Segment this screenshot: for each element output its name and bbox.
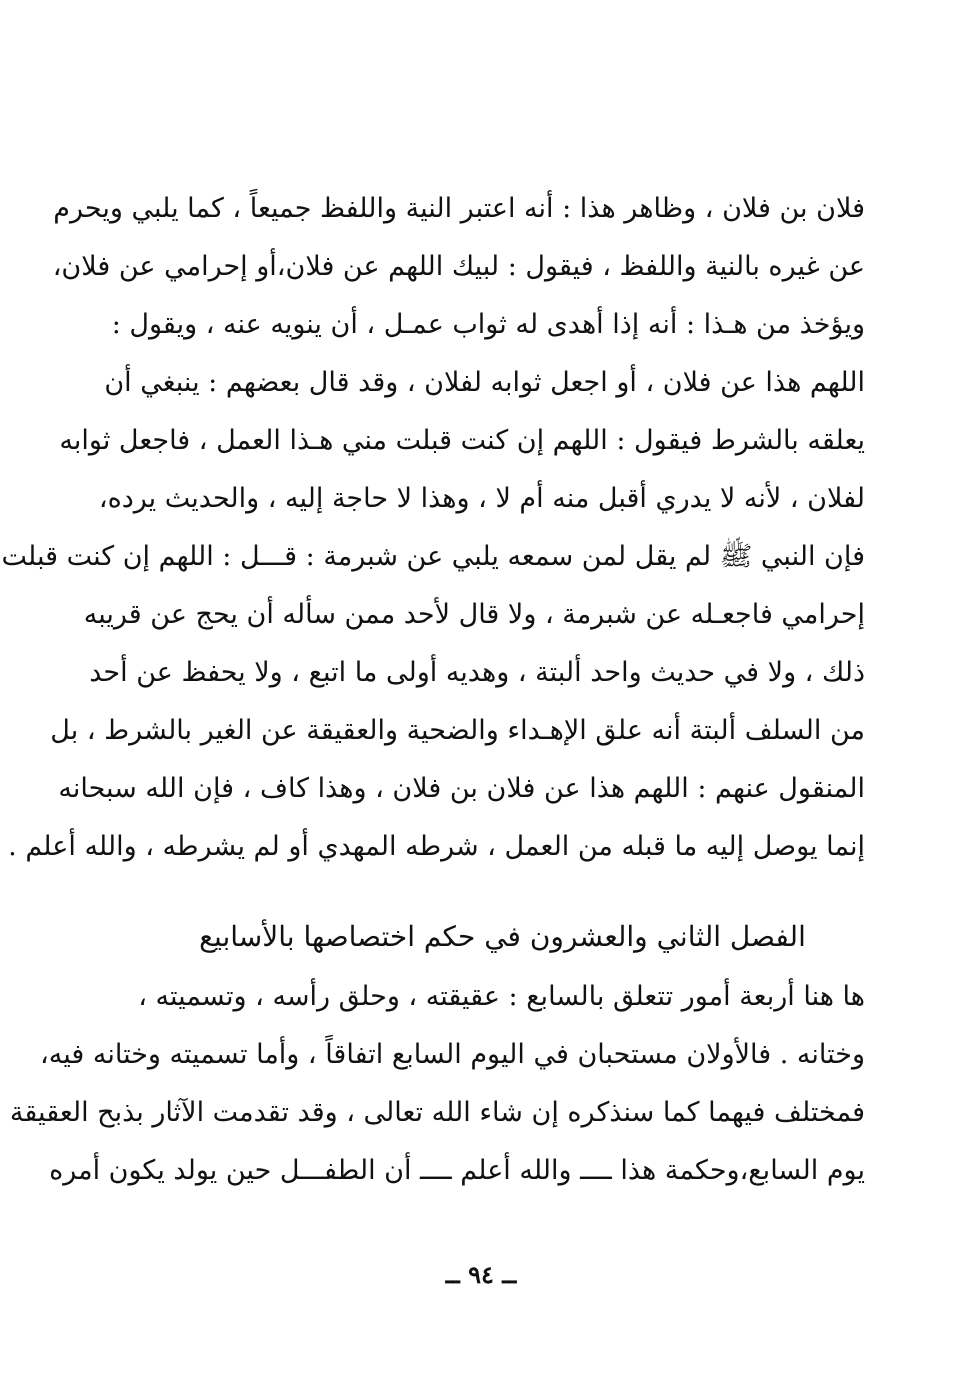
text-line: المنقول عنهم : اللهم هذا عن فلان بن فلان ، وهذا كاف ، فإن الله سبحانه — [58, 773, 865, 804]
text-line: لفلان ، لأنه لا يدري أقبل منه أم لا ، وهذا لا حاجة إليه ، والحديث يرده، — [98, 483, 865, 514]
text-line: وختانه . فالأولان مستحبان في اليوم السابع اتفاقاً ، وأما تسميته وختانه فيه، — [40, 1039, 865, 1070]
text-line: ذلك ، ولا في حديث واحد ألبتة ، وهديه أولى ما اتبع ، ولا يحفظ عن أحد — [89, 657, 865, 688]
text-line: عن غيره بالنية واللفظ ، فيقول : لبيك اللهم عن فلان،أو إحرامي عن فلان، — [52, 251, 865, 282]
text-line: فمختلف فيهما كما سنذكره إن شاء الله تعالى ، وقد تقدمت الآثار بذبح العقيقة — [9, 1097, 865, 1128]
text-line: ها هنا أربعة أمور تتعلق بالسابع : عقيقته ، وحلق رأسه ، وتسميته ، — [138, 981, 865, 1012]
text-line: إحرامي فاجعـله عن شبرمة ، ولا قال لأحد ممن سأله أن يحج عن قريبه — [83, 599, 865, 630]
text-line: اللهم هذا عن فلان ، أو اجعل ثوابه لفلان ، وقد قال بعضهم : ينبغي أن — [104, 367, 865, 398]
section-heading: الفصل الثاني والعشرون في حكم اختصاصها بالأسابيع — [199, 920, 806, 953]
text-line: ويؤخذ من هـذا : أنه إذا أهدى له ثواب عمـل ، أن ينويه عنه ، ويقول : — [111, 309, 865, 340]
text-line: من السلف ألبتة أنه علق الإهـداء والضحية والعقيقة عن الغير بالشرط ، بل — [50, 715, 865, 746]
text-line: يعلقه بالشرط فيقول : اللهم إن كنت قبلت مني هـذا العمل ، فاجعل ثوابه — [59, 425, 865, 456]
paragraph-section — [9, 968, 865, 1200]
text-line: فإن النبي ﷺ لم يقل لمن سمعه يلبي عن شبرمة : قـــل : اللهم إن كنت قبلت — [1, 541, 865, 572]
text-line: فلان بن فلان ، وظاهر هذا : أنه اعتبر النية واللفظ جميعاً ، كما يلبي ويحرم — [53, 193, 865, 224]
text-line: إنما يوصل إليه ما قبله من العمل ، شرطه المهدي أو لم يشرطه ، والله أعلم . — [8, 831, 865, 862]
page-number: ــ ٩٤ ــ — [445, 1260, 517, 1289]
text-line: يوم السابع،وحكمة هذا ــــ والله أعلم ــــ أن الطفـــل حين يولد يكون أمره — [49, 1155, 865, 1186]
paragraph-main — [1, 180, 865, 876]
